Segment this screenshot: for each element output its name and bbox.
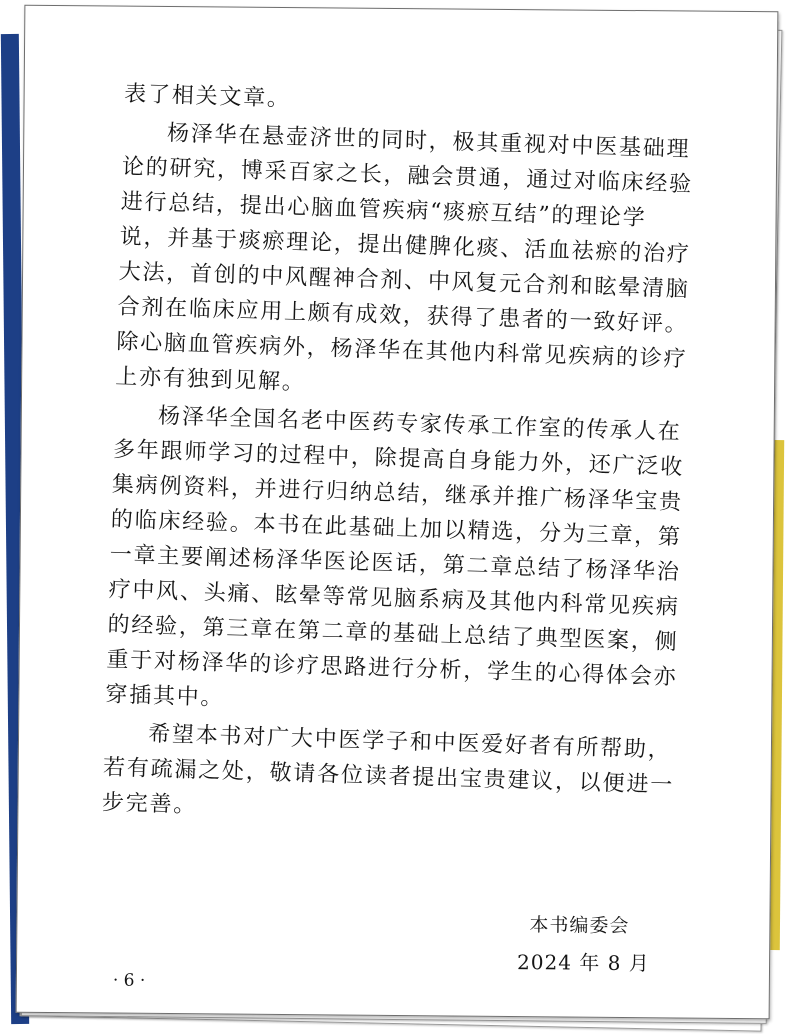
editorial-committee-signature: 本书编委会 bbox=[529, 914, 630, 938]
text-line: 疗中风、头痛、眩晕等常见脑系病及其他内科常见疾病 bbox=[108, 577, 680, 621]
text-line: 步完善。 bbox=[101, 790, 198, 819]
text-line: 说，并基于痰瘀理论，提出健脾化痰、活血祛瘀的治疗 bbox=[119, 224, 692, 268]
text-line: 多年跟师学习的过程中，除提高自身能力外，还广泛收 bbox=[112, 437, 685, 481]
text-line: 一章主要阐述杨泽华医论医话，第二章总结了杨泽华治 bbox=[109, 542, 682, 586]
text-line: 大法，首创的中风醒神合剂、中风复元合剂和眩晕清脑 bbox=[118, 259, 690, 303]
text-line: 的经验，第三章在第二章的基础上总结了典型医案，侧 bbox=[107, 612, 679, 656]
body-text bbox=[101, 77, 694, 841]
text-line: 穿插其中。 bbox=[104, 682, 225, 712]
text-line: 进行总结，提出心脑血管疾病“痰瘀互结”的理论学 bbox=[120, 189, 647, 232]
text-line: 合剂在临床应用上颇有成效，获得了患者的一致好评。 bbox=[117, 294, 689, 338]
text-line: 杨泽华在悬壶济世的同时，极其重视对中医基础理 bbox=[166, 120, 691, 163]
paragraph bbox=[101, 715, 675, 838]
text-line: 上亦有独到见解。 bbox=[114, 364, 307, 396]
paragraph bbox=[104, 397, 685, 729]
paragraph bbox=[114, 115, 694, 412]
text-line: 若有疏漏之处，敬请各位读者提出宝贵建议，以便进一 bbox=[102, 755, 675, 799]
text-line: 集病例资料，并进行归纳总结，继承并推广杨泽华宝贵 bbox=[111, 472, 684, 516]
document-page bbox=[16, 5, 779, 1020]
text-line: 论的研究，博采百家之长，融会贯通，通过对临床经验 bbox=[121, 154, 694, 198]
text-line: 重于对杨泽华的诊疗思路进行分析，学生的心得体会亦 bbox=[106, 647, 678, 691]
text-line: 杨泽华全国名老中医药专家传承工作室的传承人在 bbox=[157, 403, 682, 446]
text-line: 除心脑血管疾病外，杨泽华在其他内科常见疾病的诊疗 bbox=[116, 329, 688, 373]
text-line: 表了相关文章。 bbox=[123, 81, 292, 112]
signature-date: 2024 年 8 月 bbox=[516, 950, 650, 976]
text-line: 的临床经验。本书在此基础上加以精选，分为三章，第 bbox=[110, 507, 683, 551]
text-line: 希望本书对广大中医学子和中医爱好者有所帮助， bbox=[147, 721, 672, 764]
page-number: · 6 · bbox=[112, 970, 146, 991]
